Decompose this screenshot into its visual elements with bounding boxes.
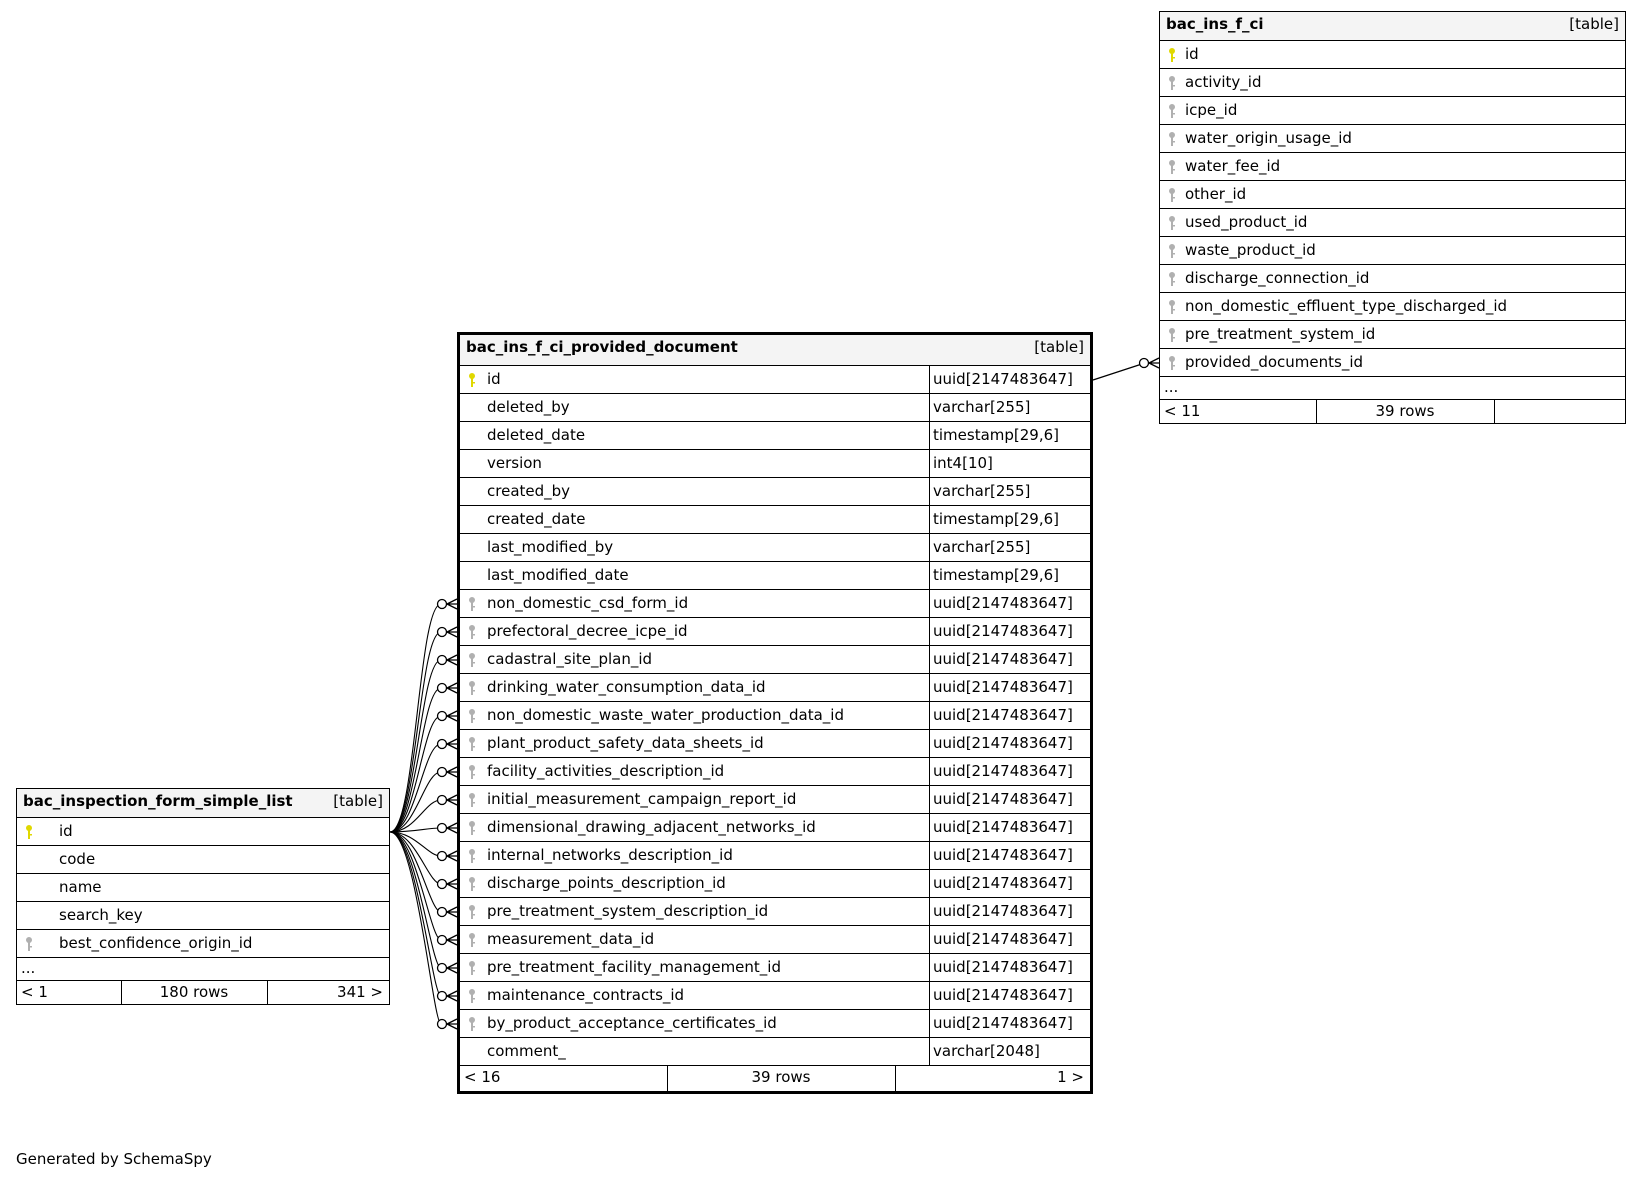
- footer-center: 39 rows: [1375, 402, 1435, 420]
- foreign-key-icon: [468, 736, 476, 752]
- column-name: by_product_acceptance_certificates_id: [487, 1014, 777, 1032]
- optional-circle: [438, 824, 447, 833]
- divider: [929, 702, 930, 729]
- column-row[interactable]: [1160, 349, 1625, 377]
- divider: [929, 898, 930, 925]
- column-name: non_domestic_csd_form_id: [487, 594, 689, 612]
- column-name: facility_activities_description_id: [487, 762, 725, 780]
- column-row[interactable]: [460, 562, 1090, 590]
- footer-left: < 11: [1164, 402, 1201, 420]
- column-row[interactable]: [460, 450, 1090, 478]
- table-footer: [17, 981, 389, 1004]
- optional-circle: [438, 992, 447, 1001]
- divider: [929, 506, 930, 533]
- foreign-key-icon: [468, 1016, 476, 1032]
- column-name: prefectoral_decree_icpe_id: [487, 622, 688, 640]
- divider: [929, 450, 930, 477]
- column-row[interactable]: [460, 702, 1090, 730]
- more-columns: ...: [17, 958, 389, 981]
- column-row[interactable]: [460, 674, 1090, 702]
- column-type: timestamp[29,6]: [933, 426, 1060, 444]
- column-row[interactable]: [1160, 237, 1625, 265]
- optional-circle: [438, 740, 447, 749]
- foreign-key-icon: [468, 820, 476, 836]
- crow-foot: [1149, 358, 1159, 368]
- column-row[interactable]: [460, 926, 1090, 954]
- column-name: water_origin_usage_id: [1185, 129, 1352, 147]
- column-row[interactable]: [460, 842, 1090, 870]
- column-name: discharge_points_description_id: [487, 874, 726, 892]
- foreign-key-icon: [468, 876, 476, 892]
- footer-center: 39 rows: [751, 1068, 811, 1086]
- column-row[interactable]: [460, 366, 1090, 394]
- table-type: [table]: [333, 792, 383, 810]
- foreign-key-icon: [1168, 299, 1176, 315]
- column-type: uuid[2147483647]: [933, 958, 1073, 976]
- foreign-key-icon: [1168, 355, 1176, 371]
- column-name: discharge_connection_id: [1185, 269, 1370, 287]
- relationship-line: [1093, 363, 1145, 380]
- table-type: [table]: [1034, 338, 1084, 356]
- column-type: uuid[2147483647]: [933, 734, 1073, 752]
- column-type: uuid[2147483647]: [933, 818, 1073, 836]
- optional-circle: [438, 908, 447, 917]
- foreign-key-icon: [1168, 75, 1176, 91]
- column-name: water_fee_id: [1185, 157, 1281, 175]
- column-row[interactable]: [460, 982, 1090, 1010]
- divider: [929, 926, 930, 953]
- foreign-key-icon: [1168, 327, 1176, 343]
- divider: [929, 422, 930, 449]
- column-name: pre_treatment_facility_management_id: [487, 958, 781, 976]
- column-row[interactable]: [1160, 153, 1625, 181]
- divider: [929, 954, 930, 981]
- table-type: [table]: [1569, 15, 1619, 33]
- optional-circle: [438, 600, 447, 609]
- relationship-line: [390, 832, 441, 912]
- column-row[interactable]: [460, 618, 1090, 646]
- column-row[interactable]: [17, 902, 389, 930]
- column-name: comment_: [487, 1042, 566, 1060]
- column-type: uuid[2147483647]: [933, 790, 1073, 808]
- crow-foot: [447, 795, 457, 805]
- column-name: drinking_water_consumption_data_id: [487, 678, 766, 696]
- column-type: uuid[2147483647]: [933, 986, 1073, 1004]
- column-row[interactable]: [460, 814, 1090, 842]
- optional-circle: [1140, 359, 1149, 368]
- optional-circle: [438, 656, 447, 665]
- relationship-line: [390, 716, 441, 832]
- column-name: activity_id: [1185, 73, 1262, 91]
- foreign-key-icon: [468, 596, 476, 612]
- crow-foot: [447, 935, 457, 945]
- column-row[interactable]: [460, 730, 1090, 758]
- column-name: last_modified_date: [487, 566, 629, 584]
- column-type: uuid[2147483647]: [933, 650, 1073, 668]
- optional-circle: [438, 768, 447, 777]
- crow-foot: [447, 739, 457, 749]
- divider: [929, 870, 930, 897]
- column-list: [1160, 41, 1625, 377]
- crow-foot: [447, 711, 457, 721]
- table-bac-inspection-form-simple-list[interactable]: [16, 788, 390, 1005]
- divider: [929, 1038, 930, 1065]
- divider: [929, 646, 930, 673]
- optional-circle: [438, 880, 447, 889]
- optional-circle: [438, 796, 447, 805]
- crow-foot: [447, 851, 457, 861]
- column-row[interactable]: [460, 506, 1090, 534]
- crow-foot: [447, 655, 457, 665]
- column-row[interactable]: [1160, 41, 1625, 69]
- column-type: uuid[2147483647]: [933, 706, 1073, 724]
- table-header: [17, 789, 389, 818]
- crow-foot: [447, 683, 457, 693]
- column-row[interactable]: [460, 954, 1090, 982]
- column-type: varchar[255]: [933, 482, 1031, 500]
- column-row[interactable]: [1160, 265, 1625, 293]
- column-name: other_id: [1185, 185, 1247, 203]
- column-row[interactable]: [460, 646, 1090, 674]
- divider: [267, 981, 268, 1004]
- column-type: uuid[2147483647]: [933, 846, 1073, 864]
- divider: [929, 394, 930, 421]
- column-name: measurement_data_id: [487, 930, 655, 948]
- column-name: deleted_by: [487, 398, 570, 416]
- divider: [929, 534, 930, 561]
- foreign-key-icon: [468, 792, 476, 808]
- column-row[interactable]: [460, 758, 1090, 786]
- column-row[interactable]: [1160, 209, 1625, 237]
- column-row[interactable]: [1160, 97, 1625, 125]
- column-row[interactable]: [460, 478, 1090, 506]
- optional-circle: [438, 964, 447, 973]
- optional-circle: [438, 852, 447, 861]
- column-type: int4[10]: [933, 454, 993, 472]
- table-header: [460, 335, 1090, 366]
- foreign-key-icon: [468, 764, 476, 780]
- column-name: waste_product_id: [1185, 241, 1316, 259]
- column-name: maintenance_contracts_id: [487, 986, 685, 1004]
- divider: [895, 1066, 896, 1091]
- divider: [929, 674, 930, 701]
- foreign-key-icon: [1168, 131, 1176, 147]
- foreign-key-icon: [468, 652, 476, 668]
- primary-key-icon: [468, 372, 476, 388]
- column-type: timestamp[29,6]: [933, 510, 1060, 528]
- divider: [929, 814, 930, 841]
- column-name: best_confidence_origin_id: [59, 934, 253, 952]
- column-type: uuid[2147483647]: [933, 678, 1073, 696]
- column-type: varchar[255]: [933, 398, 1031, 416]
- table-footer: [460, 1066, 1090, 1091]
- optional-circle: [438, 712, 447, 721]
- divider: [929, 1010, 930, 1037]
- column-row[interactable]: [1160, 69, 1625, 97]
- column-name: code: [59, 850, 96, 868]
- foreign-key-icon: [1168, 159, 1176, 175]
- optional-circle: [438, 936, 447, 945]
- column-name: version: [487, 454, 542, 472]
- column-type: uuid[2147483647]: [933, 874, 1073, 892]
- foreign-key-icon: [468, 932, 476, 948]
- column-name: initial_measurement_campaign_report_id: [487, 790, 797, 808]
- column-name: pre_treatment_system_id: [1185, 325, 1376, 343]
- column-row[interactable]: [460, 590, 1090, 618]
- foreign-key-icon: [25, 936, 33, 952]
- foreign-key-icon: [1168, 187, 1176, 203]
- table-name: bac_inspection_form_simple_list: [23, 792, 293, 810]
- divider: [929, 842, 930, 869]
- foreign-key-icon: [1168, 103, 1176, 119]
- divider: [1494, 400, 1495, 423]
- foreign-key-icon: [468, 848, 476, 864]
- footer-right: 341 >: [337, 983, 383, 1001]
- crow-foot: [447, 599, 457, 609]
- foreign-key-icon: [468, 988, 476, 1004]
- table-bac-ins-f-ci-provided-document[interactable]: [457, 332, 1093, 1094]
- table-footer: [1160, 400, 1625, 423]
- footer-left: < 1: [21, 983, 48, 1001]
- optional-circle: [438, 628, 447, 637]
- column-row[interactable]: [17, 846, 389, 874]
- divider: [929, 758, 930, 785]
- divider: [929, 618, 930, 645]
- divider: [929, 478, 930, 505]
- column-name: internal_networks_description_id: [487, 846, 733, 864]
- crow-foot: [447, 991, 457, 1001]
- column-name: non_domestic_effluent_type_discharged_id: [1185, 297, 1508, 315]
- column-name: icpe_id: [1185, 101, 1238, 119]
- divider: [929, 590, 930, 617]
- foreign-key-icon: [1168, 243, 1176, 259]
- column-row[interactable]: [460, 394, 1090, 422]
- foreign-key-icon: [1168, 271, 1176, 287]
- column-type: uuid[2147483647]: [933, 762, 1073, 780]
- column-type: uuid[2147483647]: [933, 1014, 1073, 1032]
- foreign-key-icon: [468, 680, 476, 696]
- column-name: created_by: [487, 482, 571, 500]
- column-row[interactable]: [460, 786, 1090, 814]
- divider: [929, 982, 930, 1009]
- column-name: id: [487, 370, 501, 388]
- column-type: uuid[2147483647]: [933, 622, 1073, 640]
- footer-right: 1 >: [1057, 1068, 1084, 1086]
- divider: [929, 786, 930, 813]
- column-row[interactable]: [17, 874, 389, 902]
- column-row[interactable]: [460, 1038, 1090, 1066]
- column-name: id: [1185, 45, 1199, 63]
- column-name: created_date: [487, 510, 586, 528]
- table-bac-ins-f-ci[interactable]: [1159, 11, 1626, 424]
- column-name: pre_treatment_system_description_id: [487, 902, 769, 920]
- table-header: [1160, 12, 1625, 41]
- column-name: last_modified_by: [487, 538, 614, 556]
- foreign-key-icon: [468, 904, 476, 920]
- column-row[interactable]: [17, 818, 389, 846]
- column-list: [17, 818, 389, 958]
- column-name: id: [59, 822, 73, 840]
- column-type: varchar[255]: [933, 538, 1031, 556]
- crow-foot: [447, 963, 457, 973]
- relationship-line: [390, 832, 441, 996]
- table-name: bac_ins_f_ci: [1166, 15, 1264, 33]
- foreign-key-icon: [468, 624, 476, 640]
- column-row[interactable]: [460, 1010, 1090, 1038]
- footer-center: 180 rows: [159, 983, 229, 1001]
- table-name: bac_ins_f_ci_provided_document: [466, 338, 738, 356]
- relationship-line: [390, 832, 441, 968]
- column-list: [460, 366, 1090, 1066]
- crow-foot: [447, 1019, 457, 1029]
- column-type: uuid[2147483647]: [933, 594, 1073, 612]
- column-type: timestamp[29,6]: [933, 566, 1060, 584]
- column-type: varchar[2048]: [933, 1042, 1040, 1060]
- foreign-key-icon: [468, 708, 476, 724]
- generated-by-label: Generated by SchemaSpy: [16, 1150, 212, 1168]
- column-name: cadastral_site_plan_id: [487, 650, 653, 668]
- column-name: plant_product_safety_data_sheets_id: [487, 734, 764, 752]
- foreign-key-icon: [468, 960, 476, 976]
- column-row[interactable]: [460, 422, 1090, 450]
- column-type: uuid[2147483647]: [933, 370, 1073, 388]
- crow-foot: [447, 767, 457, 777]
- primary-key-icon: [25, 824, 33, 840]
- crow-foot: [447, 879, 457, 889]
- column-name: used_product_id: [1185, 213, 1308, 231]
- column-row[interactable]: [1160, 293, 1625, 321]
- optional-circle: [438, 1020, 447, 1029]
- column-name: search_key: [59, 906, 143, 924]
- footer-left: < 16: [464, 1068, 501, 1086]
- divider: [929, 562, 930, 589]
- divider: [929, 366, 930, 393]
- column-name: non_domestic_waste_water_production_data_id: [487, 706, 844, 724]
- column-type: uuid[2147483647]: [933, 902, 1073, 920]
- column-row[interactable]: [17, 930, 389, 958]
- column-row[interactable]: [460, 898, 1090, 926]
- primary-key-icon: [1168, 47, 1176, 63]
- more-columns: ...: [1160, 377, 1625, 400]
- column-row[interactable]: [1160, 125, 1625, 153]
- column-row[interactable]: [1160, 321, 1625, 349]
- optional-circle: [438, 684, 447, 693]
- column-row[interactable]: [1160, 181, 1625, 209]
- column-type: uuid[2147483647]: [933, 930, 1073, 948]
- column-name: name: [59, 878, 102, 896]
- column-name: deleted_date: [487, 426, 586, 444]
- foreign-key-icon: [1168, 215, 1176, 231]
- column-row[interactable]: [460, 534, 1090, 562]
- crow-foot: [447, 907, 457, 917]
- column-name: dimensional_drawing_adjacent_networks_id: [487, 818, 816, 836]
- column-row[interactable]: [460, 870, 1090, 898]
- divider: [929, 730, 930, 757]
- column-name: provided_documents_id: [1185, 353, 1364, 371]
- crow-foot: [447, 823, 457, 833]
- crow-foot: [447, 627, 457, 637]
